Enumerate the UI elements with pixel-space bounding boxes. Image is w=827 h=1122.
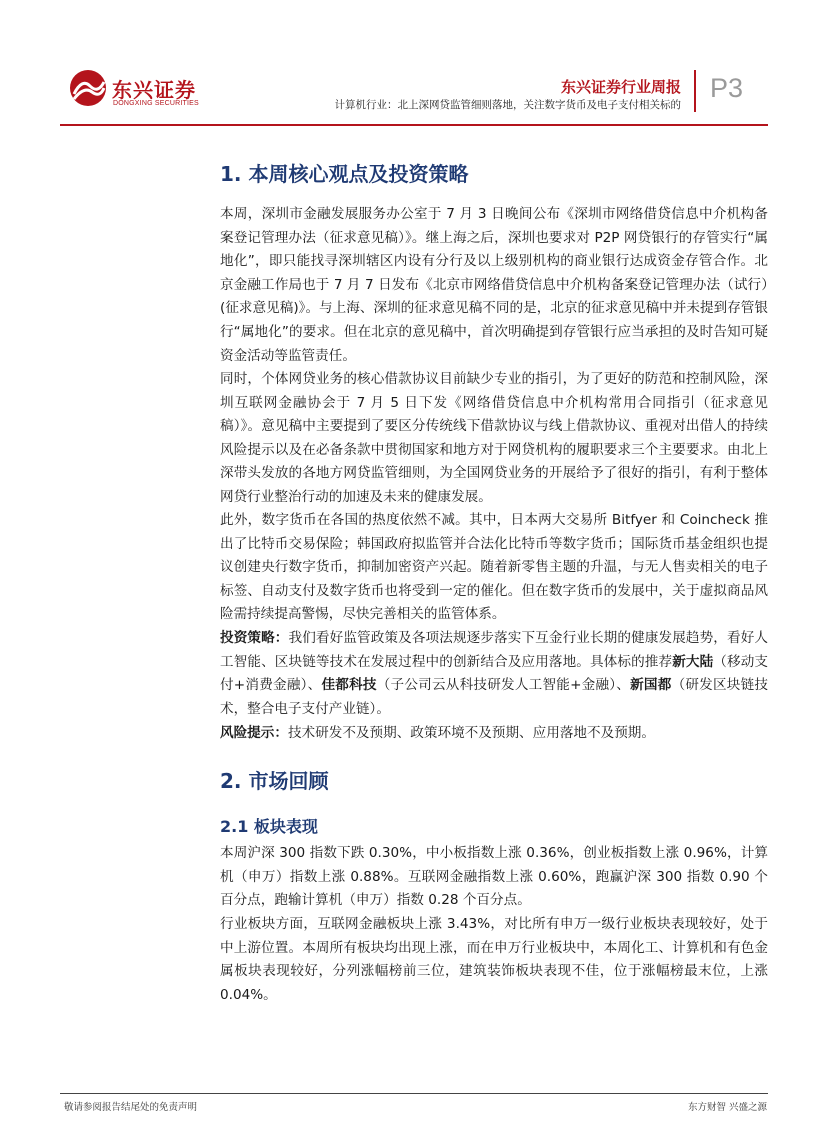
logo-english-name: DONGXING SECURITIES — [113, 100, 199, 107]
logo-chinese-name: 东兴证券 — [112, 78, 196, 102]
report-subtitle: 计算机行业：北上深网贷监管细则落地，关注数字货币及电子支付相关标的 — [334, 99, 681, 111]
strategy-text-1: 我们看好监管政策及各项法规逐步落实下互金行业长期的健康发展趋势，看好人工智能、区块链等技术在发展过程中的创新结合及应用落地。具体标的推荐 — [220, 630, 768, 670]
header-rule — [60, 124, 768, 126]
paragraph-sector-performance: 行业板块方面，互联网金融板块上涨 3.43%，对比所有申万一级行业板块表现较好，处于中上游位置。本周所有板块均出现上涨，而在申万行业板块中，本周化工、计算机和有色金属板块表现较好，分列涨幅榜前三位，建筑装饰板块表现不佳，位于涨幅榜最末位，上涨 0.04%。 — [220, 916, 768, 1003]
footer-disclaimer-note: 敬请参阅报告结尾处的免责声明 — [64, 1102, 198, 1113]
strategy-text-4: （研发区块链技术，整合电子支付产业链）。 — [220, 677, 769, 717]
header-divider — [694, 70, 696, 112]
strategy-text-3: （子公司云从科技研发人工智能+金融）、 — [376, 677, 631, 694]
risk-label: 风险提示： — [220, 725, 288, 741]
pick-xinguodu: 新国都 — [630, 677, 672, 694]
footer-slogan: 东方财智 兴盛之源 — [687, 1102, 767, 1113]
footer-rule — [60, 1093, 768, 1094]
paragraph-contract-guidelines: 同时，个体网贷业务的核心借款协议目前缺少专业的指引，为了更好的防范和控制风险，深圳互联网金融协会于 7 月 5 日下发《网络借贷信息中介机构常用合同指引（征求意见稿）》。意见稿中主要提到了要区分传统线下借款协议与线上借款协议、重视对出借人的持续风险提示以及在必备条款中贯彻国家和地方对于网贷机构的履职要求三个主要要求。由北上深带头发放的各地方网贷监管细则，为全国网贷业务的开展给予了很好的指引，有利于整体网贷行业整治行动的加速及未来的健康发展。 — [220, 371, 768, 505]
section-heading-core-views: 1. 本周核心观点及投资策略 — [220, 162, 469, 186]
paragraph-index-performance: 本周沪深 300 指数下跌 0.30%，中小板指数上涨 0.36%，创业板指数上涨 0.96%，计算机（申万）指数上涨 0.88%。互联网金融指数上涨 0.60%，跑赢沪深 300 指数 0.90 个百分点，跑输计算机（申万）指数 0.28 个百分点。 — [220, 845, 768, 909]
paragraph-regulation: 本周，深圳市金融发展服务办公室于 7 月 3 日晚间公布《深圳市网络借贷信息中介机构备案登记管理办法（征求意见稿）》。继上海之后，深圳也要求对 P2P 网贷银行的存管实行“属地化”，即只能找寻深圳辖区内设有分行及以上级别机构的商业银行达成资金存管合作。北京金融工作局也于 7 月 7 日发布《北京市网络借贷信息中介机构备案登记管理办法（试行）(征求意见稿)》。与上海、深圳的征求意见稿不同的是，北京的征求意见稿中并未提到存管银行“属地化”的要求。但在北京的意见稿中，首次明确提到存管银行应当承担的及时告知可疑资金活动等监管责任。 — [220, 206, 768, 364]
pick-jiadu: 佳都科技 — [321, 677, 377, 694]
page-header — [0, 0, 827, 125]
risk-text: 技术研发不及预期、政策环境不及预期、应用落地不及预期。 — [287, 725, 655, 741]
strategy-text-2: （移动支付+消费金融）、 — [220, 653, 768, 694]
subsection-heading-sector: 2.1 板块表现 — [220, 817, 318, 836]
pick-newland: 新大陆 — [672, 653, 714, 670]
report-title: 东兴证券行业周报 — [560, 78, 681, 96]
paragraph-digital-currency: 此外，数字货币在各国的热度依然不减。其中，日本两大交易所 Bitfyer 和 Coincheck 推出了比特币交易保险；韩国政府拟监管并合法化比特币等数字货币；国际货币基金组织也提议创建央行数字货币，抑制加密资产兴起。随着新零售主题的升温，与无人售卖相关的电子标签、自动支付及数字货币也将受到一定的催化。但在数字货币的发展中，关于虚拟商品风险需持续提高警惕，尽快完善相关的监管体系。 — [220, 512, 768, 623]
page-number: P3 — [710, 73, 744, 103]
company-logo — [68, 68, 228, 114]
logo-mark-icon — [68, 68, 108, 108]
paragraph-risk — [220, 722, 768, 746]
paragraph-investment-strategy — [220, 627, 768, 721]
section-heading-market-review: 2. 市场回顾 — [220, 769, 329, 793]
strategy-label: 投资策略： — [220, 630, 289, 646]
